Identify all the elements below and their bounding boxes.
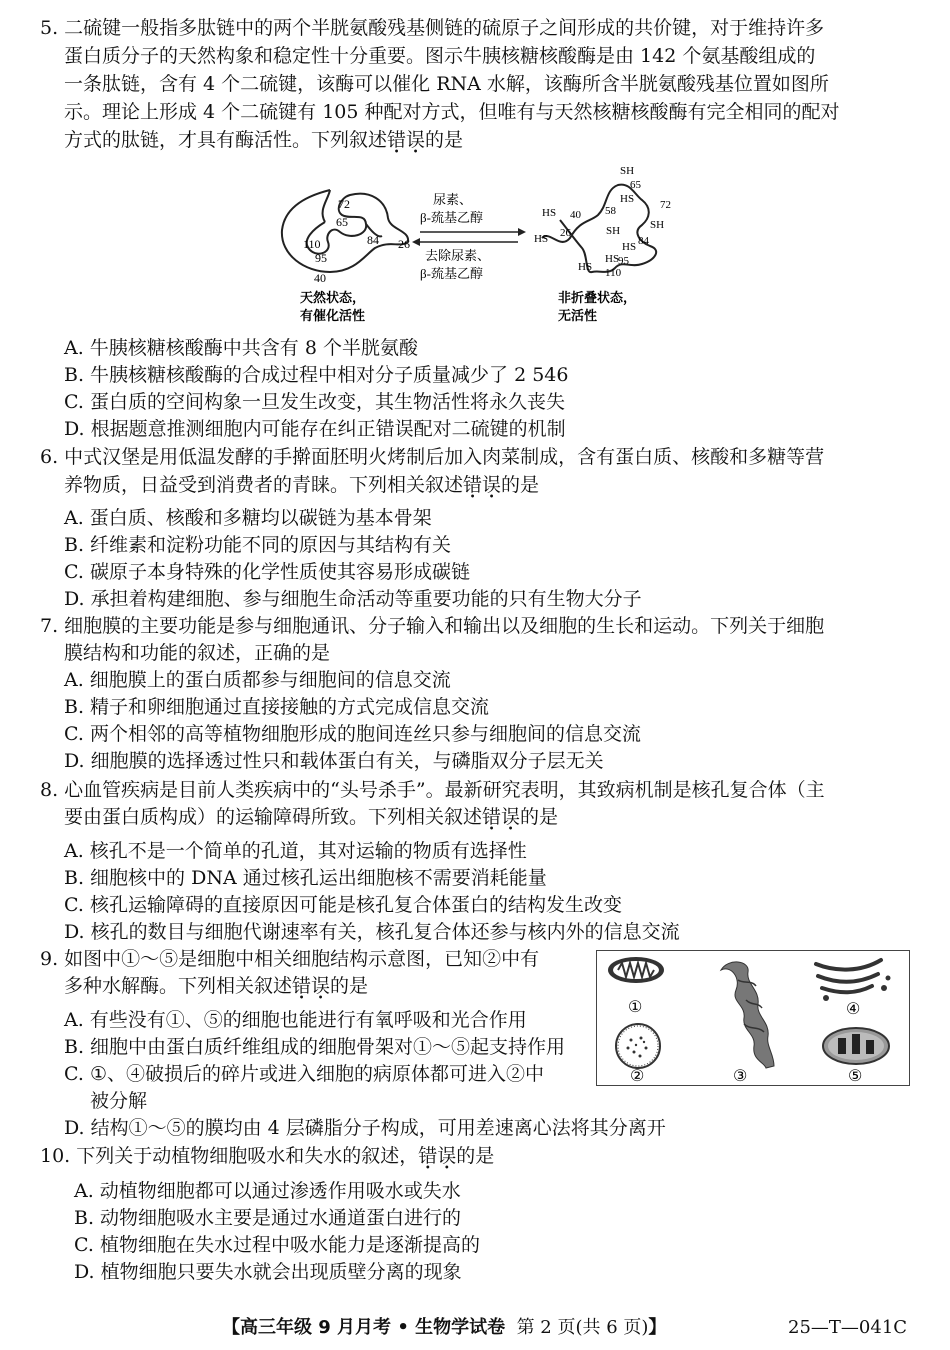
q5-option-c[interactable]: C. 蛋白质的空间构象一旦发生改变，其生物活性将永久丧失 <box>64 391 565 413</box>
q8-option-b[interactable]: B. 细胞核中的 DNA 通过核孔运出细胞核不需要消耗能量 <box>64 867 547 889</box>
arrow-top-label-1: 尿素、 <box>433 192 473 207</box>
q8-stem-text: 要由蛋白质构成）的运输障碍所致。下列相关叙述 <box>64 806 483 828</box>
q9-option-d[interactable]: D. 结构①～⑤的膜均由 4 层磷脂分子构成，可用差速离心法将其分离开 <box>64 1117 666 1139</box>
q9-stem-line2 <box>64 973 368 999</box>
folded-caption-2: 有催化活性 <box>300 308 366 323</box>
folded-label-95: 95 <box>315 251 327 265</box>
q8-option-c[interactable]: C. 核孔运输障碍的直接原因可能是核孔复合体蛋白的结构发生改变 <box>64 894 622 916</box>
q6-stem-text: 的是 <box>501 474 540 496</box>
mitochondrion-drawing <box>608 957 664 983</box>
q5-stem-line1: 5. 二硫键一般指多肽链中的两个半胱氨酸残基侧链的硫原子之间形成的共价键，对于维持许多 <box>40 17 825 39</box>
emphasis-char: 错 <box>482 806 502 828</box>
unfolded-caption-1: 非折叠状态， <box>558 290 637 305</box>
organelle-diagram <box>596 950 910 1086</box>
q6-option-b[interactable]: B. 纤维素和淀粉功能不同的原因与其结构有关 <box>64 534 452 556</box>
q6-stem-text: 养物质，日益受到消费者的青睐。下列相关叙述 <box>64 474 464 496</box>
q5-stem-line2: 蛋白质分子的天然构象和稳定性十分重要。图示牛胰核糖核酸酶是由 142 个氨基酸组成的 <box>64 45 816 67</box>
q9-stem-text: 的是 <box>330 975 369 997</box>
chloroplast-drawing <box>823 1028 889 1064</box>
footer-subject: 生物学试卷 <box>415 1317 506 1338</box>
q7-stem-line2: 膜结构和功能的叙述，正确的是 <box>64 642 331 664</box>
arrow-bottom-label-2: β-巯基乙醇 <box>420 266 483 281</box>
q5-stem-line4: 示。理论上形成 4 个二硫键有 105 种配对方式，但唯有与天然核糖核酸酶有完全相同的配对 <box>64 101 840 123</box>
q9-stem-text: 多种水解酶。下列相关叙述 <box>64 975 293 997</box>
lysosome-drawing <box>616 1024 660 1068</box>
unfolded-label: HS <box>542 207 557 219</box>
q7-option-a[interactable]: A. 细胞膜上的蛋白质都参与细胞间的信息交流 <box>64 669 451 691</box>
unfolded-label: 65 <box>630 179 641 191</box>
unfolded-label: SH <box>620 165 635 177</box>
q8-option-d[interactable]: D. 核孔的数目与细胞代谢速率有关，核孔复合体还参与核内外的信息交流 <box>64 921 680 943</box>
q5-stem-text: 的是 <box>425 129 464 151</box>
q9-option-b[interactable]: B. 细胞中由蛋白质纤维组成的细胞骨架对①～⑤起支持作用 <box>64 1036 566 1058</box>
emphasis-char: 误 <box>501 806 521 828</box>
footer-bracket: 】 <box>648 1317 667 1338</box>
q6-stem-line1: 6. 中式汉堡是用低温发酵的手擀面胚明火烤制后加入肉菜制成，含有蛋白质、核酸和多糖等营 <box>40 446 825 468</box>
q9-option-c[interactable]: C. ①、④破损后的碎片或进入细胞的病原体都可进入②中 <box>64 1063 544 1085</box>
emphasis-char: 错 <box>463 474 483 496</box>
q6-option-d[interactable]: D. 承担着构建细胞、参与细胞生命活动等重要功能的只有生物大分子 <box>64 588 642 610</box>
arrow-bottom-label-1: 去除尿素、 <box>425 248 491 263</box>
q9-option-c-continuation: 被分解 <box>90 1090 148 1112</box>
unfolded-label: 58 <box>605 205 616 217</box>
q9-organelle-figure <box>596 950 910 1086</box>
q5-stem-line3: 一条肽链，含有 4 个二硫键，该酶可以催化 RNA 水解，该酶所含半胱氨酸残基位置如图所 <box>64 73 829 95</box>
footer-bracket: 【 <box>222 1317 240 1338</box>
q5-figure <box>270 160 680 330</box>
emphasis-char: 误 <box>482 474 502 496</box>
q6-option-c[interactable]: C. 碳原子本身特殊的化学性质使其容易形成碳链 <box>64 561 470 583</box>
q7-option-c[interactable]: C. 两个相邻的高等植物细胞形成的胞间连丝只参与细胞间的信息交流 <box>64 723 641 745</box>
folded-label-65: 65 <box>336 215 348 229</box>
folded-label-84: 84 <box>367 233 379 247</box>
q10-stem-text: 10. 下列关于动植物细胞吸水和失水的叙述， <box>40 1145 419 1167</box>
organelle-label-4: ④ <box>846 1001 861 1018</box>
emphasis-char: 误 <box>311 975 331 997</box>
unfolded-label: HS <box>605 253 620 265</box>
unfolded-label: SH <box>650 219 665 231</box>
q5-option-a[interactable]: A. 牛胰核糖核酸酶中共含有 8 个半胱氨酸 <box>64 337 418 359</box>
reversible-reaction-arrows <box>412 192 526 281</box>
q10-stem <box>40 1143 494 1169</box>
folded-label-40: 40 <box>314 271 326 285</box>
folded-label-110: 110 <box>303 237 321 251</box>
unfolded-label: 40 <box>570 209 581 221</box>
footer-code: 25—T—041C <box>788 1317 908 1338</box>
footer-exam: 高三年级 9 月月考 <box>240 1317 392 1338</box>
q5-stem-text: 方式的肽链，才具有酶活性。下列叙述 <box>64 129 388 151</box>
q9-option-a[interactable]: A. 有些没有①、⑤的细胞也能进行有氧呼吸和光合作用 <box>64 1009 527 1031</box>
q6-option-a[interactable]: A. 蛋白质、核酸和多糖均以碳链为基本骨架 <box>64 507 432 529</box>
unfolded-label: 72 <box>660 199 671 211</box>
q9-stem-line1: 9. 如图中①～⑤是细胞中相关细胞结构示意图，已知②中有 <box>40 948 540 970</box>
footer-page-number: 第 2 页(共 6 页) <box>516 1317 649 1338</box>
golgi-drawing <box>816 960 891 1001</box>
q5-option-b[interactable]: B. 牛胰核糖核酸酶的合成过程中相对分子质量减少了 2 546 <box>64 364 569 386</box>
unfolded-label: 110 <box>605 267 622 279</box>
q10-option-c[interactable]: C. 植物细胞在失水过程中吸水能力是逐渐提高的 <box>74 1234 480 1256</box>
q10-option-a[interactable]: A. 动植物细胞都可以通过渗透作用吸水或失水 <box>74 1180 461 1202</box>
q5-option-d[interactable]: D. 根据题意推测细胞内可能存在纠正错误配对二硫键的机制 <box>64 418 566 440</box>
q10-option-b[interactable]: B. 动物细胞吸水主要是通过水通道蛋白进行的 <box>74 1207 462 1229</box>
emphasis-char: 错 <box>387 129 407 151</box>
q7-option-d[interactable]: D. 细胞膜的选择透过性只和载体蛋白有关，与磷脂双分子层无关 <box>64 750 604 772</box>
q5-stem-line5 <box>64 127 463 153</box>
arrow-top-label-2: β-巯基乙醇 <box>420 210 483 225</box>
emphasis-char: 误 <box>406 129 426 151</box>
q7-stem-line1: 7. 细胞膜的主要功能是参与细胞通讯、分子输入和输出以及细胞的生长和运动。下列关于细胞 <box>40 615 825 637</box>
emphasis-char: 错 <box>292 975 312 997</box>
folded-caption-1: 天然状态， <box>300 290 366 305</box>
emphasis-char: 误 <box>437 1145 457 1167</box>
q10-option-d[interactable]: D. 植物细胞只要失水就会出现质壁分离的现象 <box>74 1261 462 1283</box>
er-drawing <box>721 962 774 1068</box>
unfolded-label: HS <box>534 233 549 245</box>
organelle-label-5: ⑤ <box>848 1068 863 1085</box>
q8-stem-text: 的是 <box>520 806 559 828</box>
emphasis-char: 错 <box>418 1145 438 1167</box>
unfolded-label: HS <box>622 241 637 253</box>
unfolded-caption-2: 无活性 <box>558 308 598 323</box>
unfolded-label: 95 <box>618 255 629 267</box>
unfolded-label: HS <box>620 193 635 205</box>
folded-label-72: 72 <box>338 197 350 211</box>
folded-label-26: 26 <box>398 237 410 251</box>
footer-dot: • <box>391 1317 416 1338</box>
unfolded-label: 84 <box>638 235 649 247</box>
organelle-label-1: ① <box>628 999 643 1016</box>
q8-stem-line2 <box>64 804 558 830</box>
organelle-label-2: ② <box>630 1068 645 1085</box>
q8-stem-line1: 8. 心血管疾病是目前人类疾病中的“头号杀手”。最新研究表明，其致病机制是核孔复合体（主 <box>40 779 825 801</box>
unfolded-label: HS <box>578 261 593 273</box>
unfolded-label: SH <box>606 225 621 237</box>
unfolded-label: 26 <box>560 227 571 239</box>
page-footer <box>222 1316 666 1340</box>
q8-option-a[interactable]: A. 核孔不是一个简单的孔道，其对运输的物质有选择性 <box>64 840 527 862</box>
q6-stem-line2 <box>64 472 539 498</box>
organelle-label-3: ③ <box>733 1068 748 1085</box>
q7-option-b[interactable]: B. 精子和卵细胞通过直接接触的方式完成信息交流 <box>64 696 490 718</box>
q10-stem-text: 的是 <box>456 1145 495 1167</box>
protein-folding-diagram <box>270 160 680 330</box>
